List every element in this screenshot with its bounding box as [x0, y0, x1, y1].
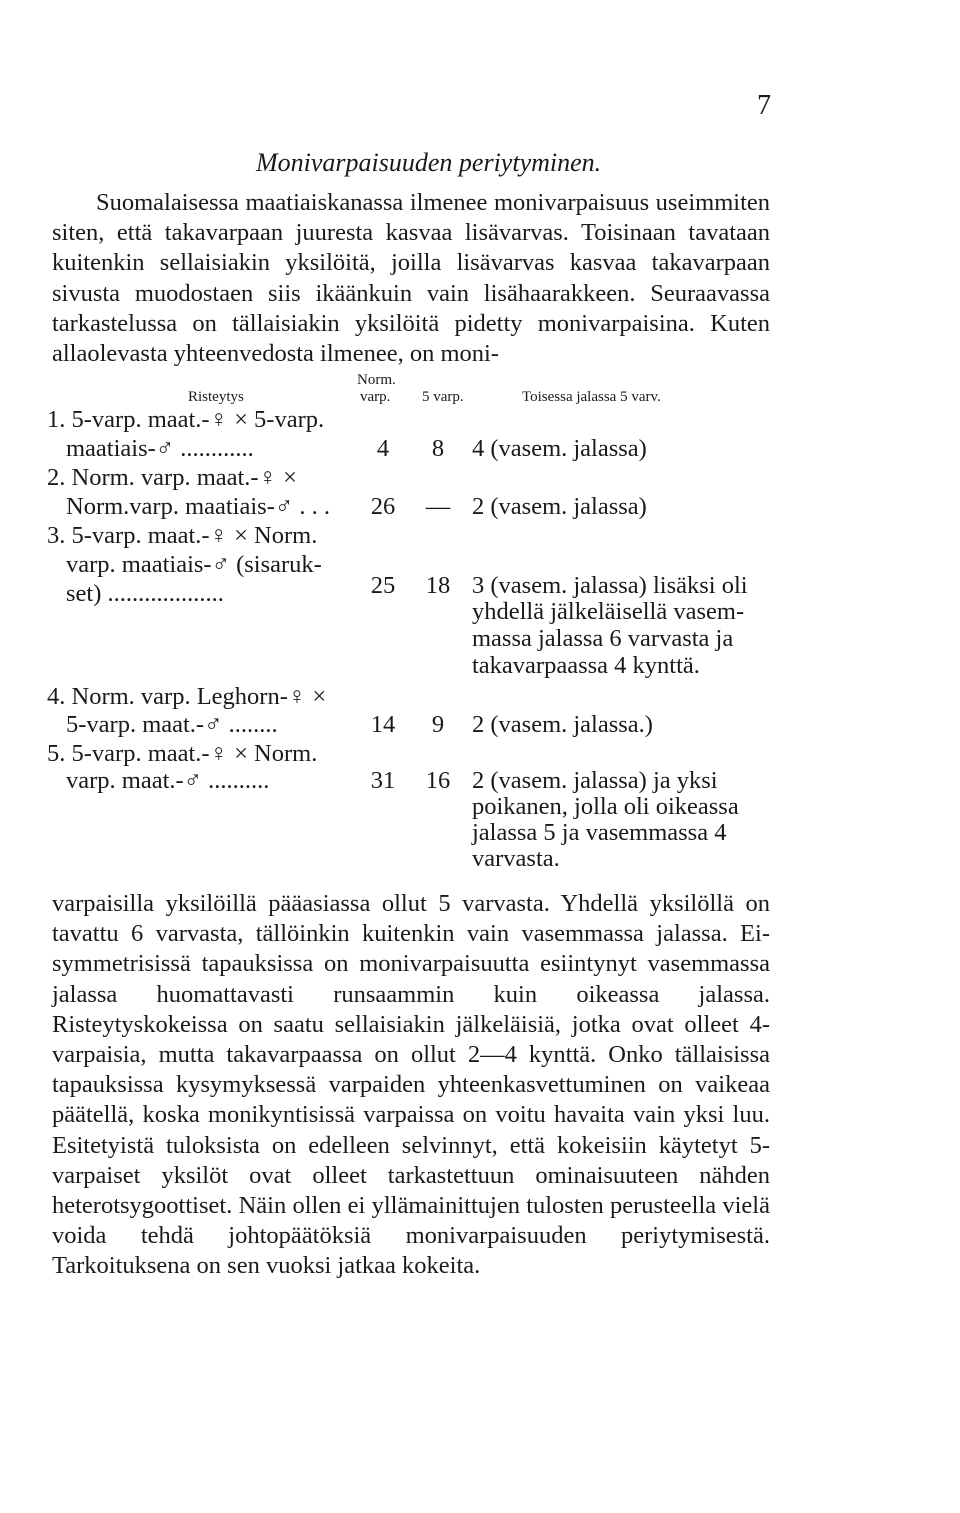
- outro-text: varpaisilla yksilöillä pääasiassa ollut 5 varvasta. Yhdellä yksilöllä on tavattu 6 varvasta, tällöinkin kuitenkin vain vasemmassa jalassa. Ei-symmetrisissä tapauksissa on monivarpaisuutta esiintynyt vasemmassa jalassa huomattavasti runsaammin kuin oikeassa jalassa. Risteytyskokeissa on saatu sellaisiakin jälkeläisiä, jotka ovat olleet 4-varpaisia, mutta takavarpaassa on ollut 2—4 kynttä. Onko tällaisissa tapauksissa kysymyksessä varpaiden yhteenkasvettuminen on vaikeaa päätellä, koska monikyntisissä varpaissa on voitu havaita vain yksi luu. Esitetyistä tuloksista on edelleen selvinnyt, että kokeisiin käytetyt 5-varpaiset yksilöt ovat olleet tarkastettuun ominaisuuteen nähden heterotsygoottiset. Näin ollen ei yllämainittujen tulosten perusteella vielä voida tehdä johtopäätöksiä monivarpaisuuden periytymisestä. Tarkoituksena on sen vuoksi jatkaa kokeita.: [52, 890, 770, 1280]
- row3-norm: 25: [370, 572, 396, 599]
- row3-note-line3: massa jalassa 6 varvasta ja: [472, 625, 734, 652]
- row3-note-line1: 3 (vasem. jalassa) lisäksi oli: [472, 572, 748, 599]
- header-norm-line1: Norm.: [357, 372, 396, 388]
- outro-paragraph: [52, 889, 770, 1282]
- row3-five: 18: [425, 572, 451, 599]
- row1-note: 4 (vasem. jalassa): [472, 435, 647, 462]
- row5-cross-line1: 5. 5-varp. maat.-♀ × Norm.: [47, 740, 318, 767]
- header-norm-line2: varp.: [360, 389, 391, 405]
- intro-text: Suomalaisessa maatiaiskanassa ilmenee monivarpaisuus useimmiten siten, että takavarpaan juuresta kasvaa lisävarvas. Toisinaan tavataan kuitenkin sellaisiakin yksilöitä, joilla lisävarvas kasvaa takavarpaan sivusta muodostaen siis ikäänkuin vain lisähaarakkeen. Seuraavassa tarkastelussa on tällaisiakin yksilöitä pidetty monivarpaisina. Kuten allaolevasta yhteenvedosta ilmenee, on moni-: [52, 189, 770, 368]
- row3-cross-line3: set) ...................: [66, 580, 224, 607]
- row5-five: 16: [425, 767, 451, 794]
- row2-five: —: [425, 493, 451, 520]
- section-heading: Monivarpaisuuden periytyminen.: [256, 148, 602, 177]
- row2-cross-line1: 2. Norm. varp. maat.-♀ ×: [47, 464, 297, 491]
- row3-cross-line2: varp. maatiais-♂ (sisaruk-: [66, 551, 322, 578]
- row2-note: 2 (vasem. jalassa): [472, 493, 647, 520]
- row2-norm: 26: [370, 493, 396, 520]
- row4-norm: 14: [370, 711, 396, 738]
- row3-note-line2: yhdellä jälkeläisellä vasem-: [472, 598, 745, 625]
- row4-five: 9: [431, 711, 445, 738]
- header-five: 5 varp.: [422, 389, 464, 405]
- row3-note-line4: takavarpaassa 4 kynttä.: [472, 652, 700, 679]
- row3-cross-line1: 3. 5-varp. maat.-♀ × Norm.: [47, 522, 318, 549]
- row1-norm: 4: [376, 435, 390, 462]
- row4-note: 2 (vasem. jalassa.): [472, 711, 653, 738]
- header-cross: Risteytys: [188, 389, 244, 405]
- row1-cross-line2: maatiais-♂ ............: [66, 435, 254, 462]
- intro-paragraph: [52, 188, 770, 369]
- row5-note-line1: 2 (vasem. jalassa) ja yksi: [472, 767, 718, 794]
- row5-norm: 31: [370, 767, 396, 794]
- row5-note-line4: varvasta.: [472, 845, 560, 872]
- row2-cross-line2: Norm.varp. maatiais-♂ . . .: [66, 493, 330, 520]
- row5-note-line2: poikanen, jolla oli oikeassa: [472, 793, 739, 820]
- row1-five: 8: [431, 435, 445, 462]
- row5-cross-line2: varp. maat.-♂ ..........: [66, 767, 270, 794]
- row4-cross-line2: 5-varp. maat.-♂ ........: [66, 711, 278, 738]
- row4-cross-line1: 4. Norm. varp. Leghorn-♀ ×: [47, 683, 327, 710]
- header-other: Toisessa jalassa 5 varv.: [522, 389, 661, 405]
- row1-cross-line1: 1. 5-varp. maat.-♀ × 5-varp.: [47, 406, 325, 433]
- page-number: 7: [757, 90, 771, 121]
- row5-note-line3: jalassa 5 ja vasemmassa 4: [472, 819, 727, 846]
